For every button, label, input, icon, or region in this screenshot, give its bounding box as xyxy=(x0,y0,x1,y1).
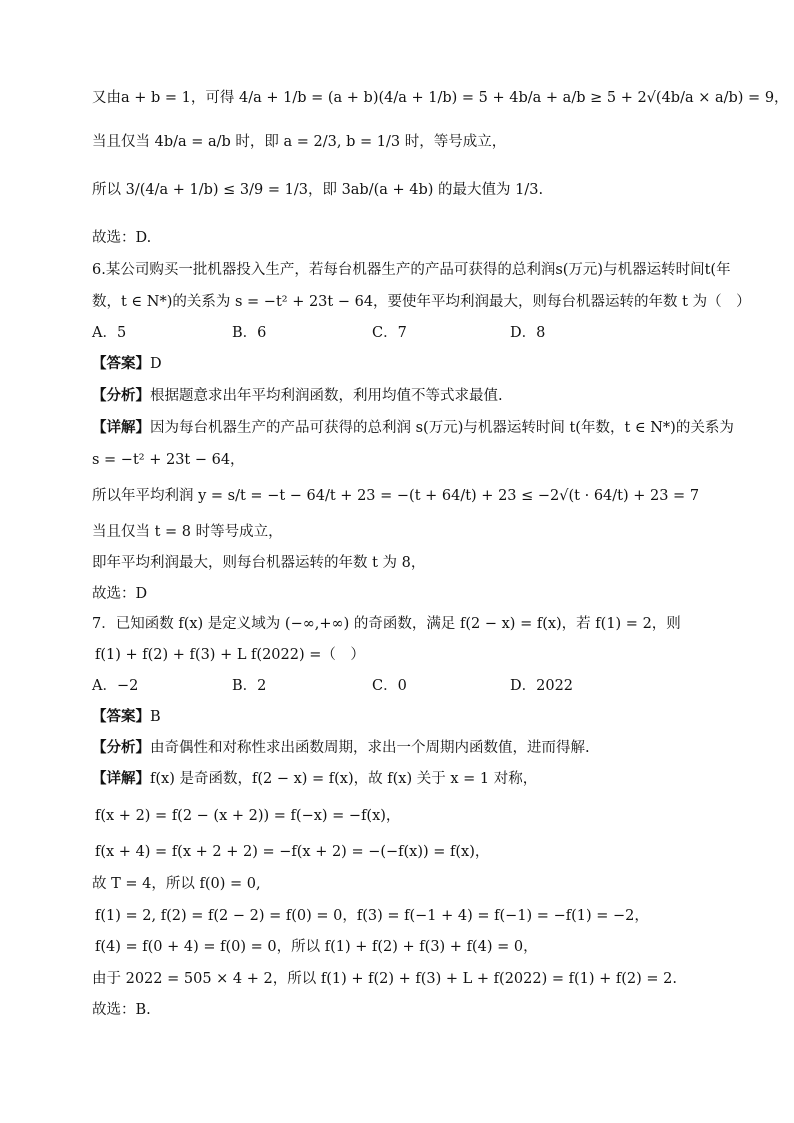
q7-option-a: A．−2 xyxy=(92,678,139,694)
q7-detail-row1 xyxy=(92,769,537,789)
q6-stem-line1: 6.某公司购买一批机器投入生产，若每台机器生产的产品可获得的总利润s(万元)与机器运转时间t(年 xyxy=(92,262,731,278)
q7-detail-line2: f(x + 2) = f(2 − (x + 2)) = f(−x) = −f(x)， xyxy=(95,808,401,824)
q5-line1: 又由a + b = 1，可得 4/a + 1/b = (a + b)(4/a + 1/b) = 5 + 4b/a + a/b ≥ 5 + 2√(4b/a × a/b) = 9， xyxy=(92,90,789,106)
q6-detail-line2: s = −t² + 23t − 64， xyxy=(92,452,245,468)
q5-answer-line: 故选：D. xyxy=(92,230,152,246)
q6-detail-line4: 当且仅当 t = 8 时等号成立， xyxy=(92,524,283,540)
q5-line3: 所以 3/(4/a + 1/b) ≤ 3/9 = 1/3，即 3ab/(a + 4b) 的最大值为 1/3. xyxy=(92,182,544,198)
q6-analysis-row xyxy=(92,386,503,406)
q7-detail-text1: f(x) 是奇函数，f(2 − x) = f(x)，故 f(x) 关于 x = 1 对称， xyxy=(150,771,538,787)
q7-detail-label: 【详解】 xyxy=(92,770,150,787)
q7-detail-line7: 由于 2022 = 505 × 4 + 2，所以 f(1) + f(2) + f(3) + L + f(2022) = f(1) + f(2) = 2. xyxy=(92,971,677,987)
q6-option-a: A．5 xyxy=(92,325,127,341)
q7-stem-line2: f(1) + f(2) + f(3) + L f(2022) =（ ） xyxy=(95,647,365,663)
q5-line2: 当且仅当 4b/a = a/b 时，即 a = 2/3, b = 1/3 时，等号成立， xyxy=(92,134,507,150)
q7-option-c: C．0 xyxy=(372,678,407,694)
q7-detail-line5: f(1) = 2, f(2) = f(2 − 2) = f(0) = 0，f(3) = f(−1 + 4) = f(−1) = −f(1) = −2， xyxy=(95,908,649,924)
q7-option-d: D．2022 xyxy=(510,678,574,694)
q7-detail-line8: 故选：B. xyxy=(92,1002,151,1018)
q7-stem-line1: 7．已知函数 f(x) 是定义域为 (−∞,+∞) 的奇函数，满足 f(2 − x) = f(x)，若 f(1) = 2，则 xyxy=(92,616,681,632)
q7-analysis-label: 【分析】 xyxy=(92,739,150,756)
q6-analysis-label: 【分析】 xyxy=(92,387,150,404)
q6-detail-line3: 所以年平均利润 y = s/t = −t − 64/t + 23 = −(t + 64/t) + 23 ≤ −2√(t · 64/t) + 23 = 7 xyxy=(92,488,700,504)
q6-option-d: D．8 xyxy=(510,325,546,341)
q6-answer-label: 【答案】 xyxy=(92,355,150,372)
q7-answer-value: B xyxy=(150,709,161,725)
q6-detail-line5: 即年平均利润最大，则每台机器运转的年数 t 为 8， xyxy=(92,555,426,571)
q6-detail-line6: 故选：D xyxy=(92,586,148,602)
q7-answer-label: 【答案】 xyxy=(92,708,150,725)
q6-detail-label: 【详解】 xyxy=(92,419,150,436)
q6-option-c: C．7 xyxy=(372,325,407,341)
q7-analysis-row xyxy=(92,738,590,758)
q6-detail-row1 xyxy=(92,418,734,438)
q6-option-b: B．6 xyxy=(232,325,267,341)
q6-detail-text1: 因为每台机器生产的产品可获得的总利润 s(万元)与机器运转时间 t(年数，t ∈ N*)的关系为 xyxy=(150,420,734,436)
q7-analysis-text: 由奇偶性和对称性求出函数周期，求出一个周期内函数值，进而得解. xyxy=(150,740,590,756)
q7-detail-line4: 故 T = 4，所以 f(0) = 0, xyxy=(92,876,261,892)
q7-detail-line6: f(4) = f(0 + 4) = f(0) = 0，所以 f(1) + f(2) + f(3) + f(4) = 0， xyxy=(95,939,538,955)
q6-answer-value: D xyxy=(150,356,162,372)
q7-option-b: B．2 xyxy=(232,678,267,694)
q6-stem-line2: 数，t ∈ N*)的关系为 s = −t² + 23t − 64，要使年平均利润最大，则每台机器运转的年数 t 为（ ） xyxy=(92,294,751,310)
q6-answer-row xyxy=(92,354,162,374)
q7-answer-row xyxy=(92,707,161,727)
q7-detail-line3: f(x + 4) = f(x + 2 + 2) = −f(x + 2) = −(−f(x)) = f(x)， xyxy=(95,844,490,860)
q6-analysis-text: 根据题意求出年平均利润函数，利用均值不等式求最值. xyxy=(150,388,503,404)
